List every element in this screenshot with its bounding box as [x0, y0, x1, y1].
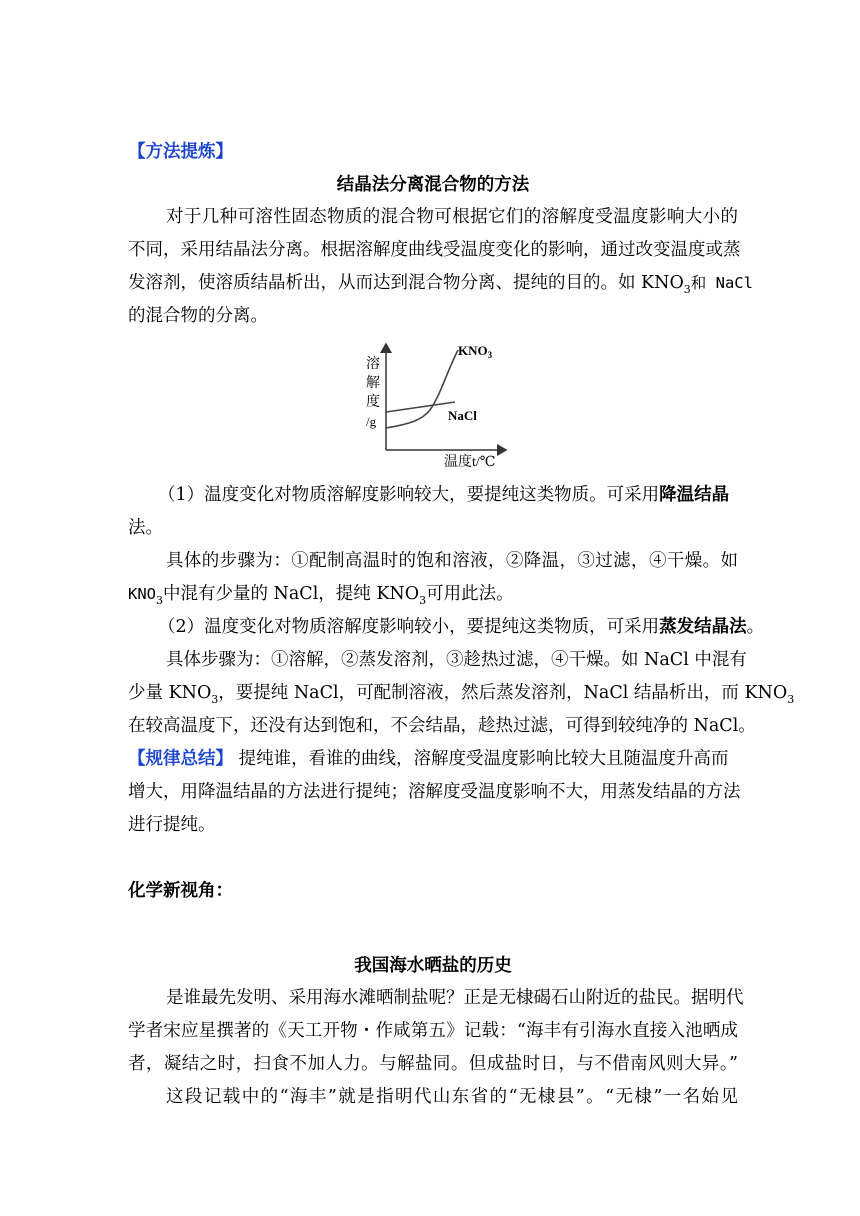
- summary-line-2: 增大，用降温结晶的方法进行提纯；溶解度受温度影响不大，用蒸发结晶的方法: [128, 782, 741, 802]
- point1-line-1: （1）温度变化对物质溶解度影响较大，要提纯这类物质。可采用降温结晶: [158, 485, 730, 505]
- kno3-label: $KNO_3$: [458, 343, 493, 360]
- new-view-heading: 化学新视角：: [128, 881, 233, 901]
- point2-steps-line-1: 具体步骤为：①溶解，②蒸发溶剂，③趁热过滤，④干燥。如 NaCl 中混有: [166, 650, 747, 670]
- intro-line-3: 发溶剂，使溶质结晶析出，从而达到混合物分离、提纯的目的。如 $KNO_3$和 NaCl: [128, 273, 753, 296]
- point1-steps-line-2: $KNO_3$中混有少量的 NaCl，提纯 $KNO_3$可用此法。: [128, 584, 514, 607]
- point2-line-1: （2）温度变化对物质溶解度影响较小，要提纯这类物质，可采用蒸发结晶法。: [158, 617, 765, 637]
- history-line-2: 学者宋应星撰著的《天工开物・作咸第五》记载：“海丰有引海水直接入池晒成: [128, 1021, 738, 1041]
- intro-line-4: 的混合物的分离。: [128, 306, 268, 326]
- history-line-3: 者，凝结之时，扫食不加人力。与解盐同。但成盐时日，与不借南风则大异。”: [128, 1054, 738, 1074]
- y-label-char-4: /g: [366, 414, 377, 429]
- solubility-chart: [360, 340, 510, 470]
- method-title: 结晶法分离混合物的方法: [336, 175, 530, 195]
- y-label-char-3: 度: [366, 395, 380, 410]
- method-heading: 【方法提炼】: [128, 142, 233, 162]
- point2-steps-line-2: 少量 $KNO_3$，要提纯 NaCl，可配制溶液，然后蒸发溶剂，NaCl 结晶析出，而 $KNO_3$: [128, 683, 795, 706]
- new-view-title: 我国海水晒盐的历史: [354, 956, 512, 976]
- intro-line-1: 对于几种可溶性固态物质的混合物可根据它们的溶解度受温度影响大小的: [166, 207, 738, 227]
- summary-line-3: 进行提纯。: [128, 815, 216, 835]
- point1-line-2: 法。: [128, 518, 163, 538]
- nacl-label: NaCl: [448, 408, 477, 423]
- history-line-4: 这段记载中的“海丰”就是指明代山东省的“无棣县”。“无棣”一名始见: [166, 1087, 738, 1107]
- summary-line-1: 【规律总结】 提纯谁，看谁的曲线，溶解度受温度影响比较大且随温度升高而: [128, 749, 729, 769]
- y-label-char-1: 溶: [366, 357, 380, 372]
- history-line-1: 是谁最先发明、采用海水滩晒制盐呢？正是无棣碣石山附近的盐民。据明代: [166, 988, 744, 1008]
- nacl-curve: [386, 402, 455, 412]
- point1-steps-line-1: 具体的步骤为：①配制高温时的饱和溶液，②降温，③过滤，④干燥。如: [166, 551, 738, 571]
- y-label-char-2: 解: [366, 376, 380, 391]
- point2-steps-line-3: 在较高温度下，还没有达到饱和，不会结晶，趁热过滤，可得到较纯净的 NaCl。: [128, 716, 756, 736]
- intro-line-2: 不同，采用结晶法分离。根据溶解度曲线受温度变化的影响，通过改变温度或蒸: [128, 240, 741, 260]
- x-axis-label: 温度t/℃: [444, 455, 496, 470]
